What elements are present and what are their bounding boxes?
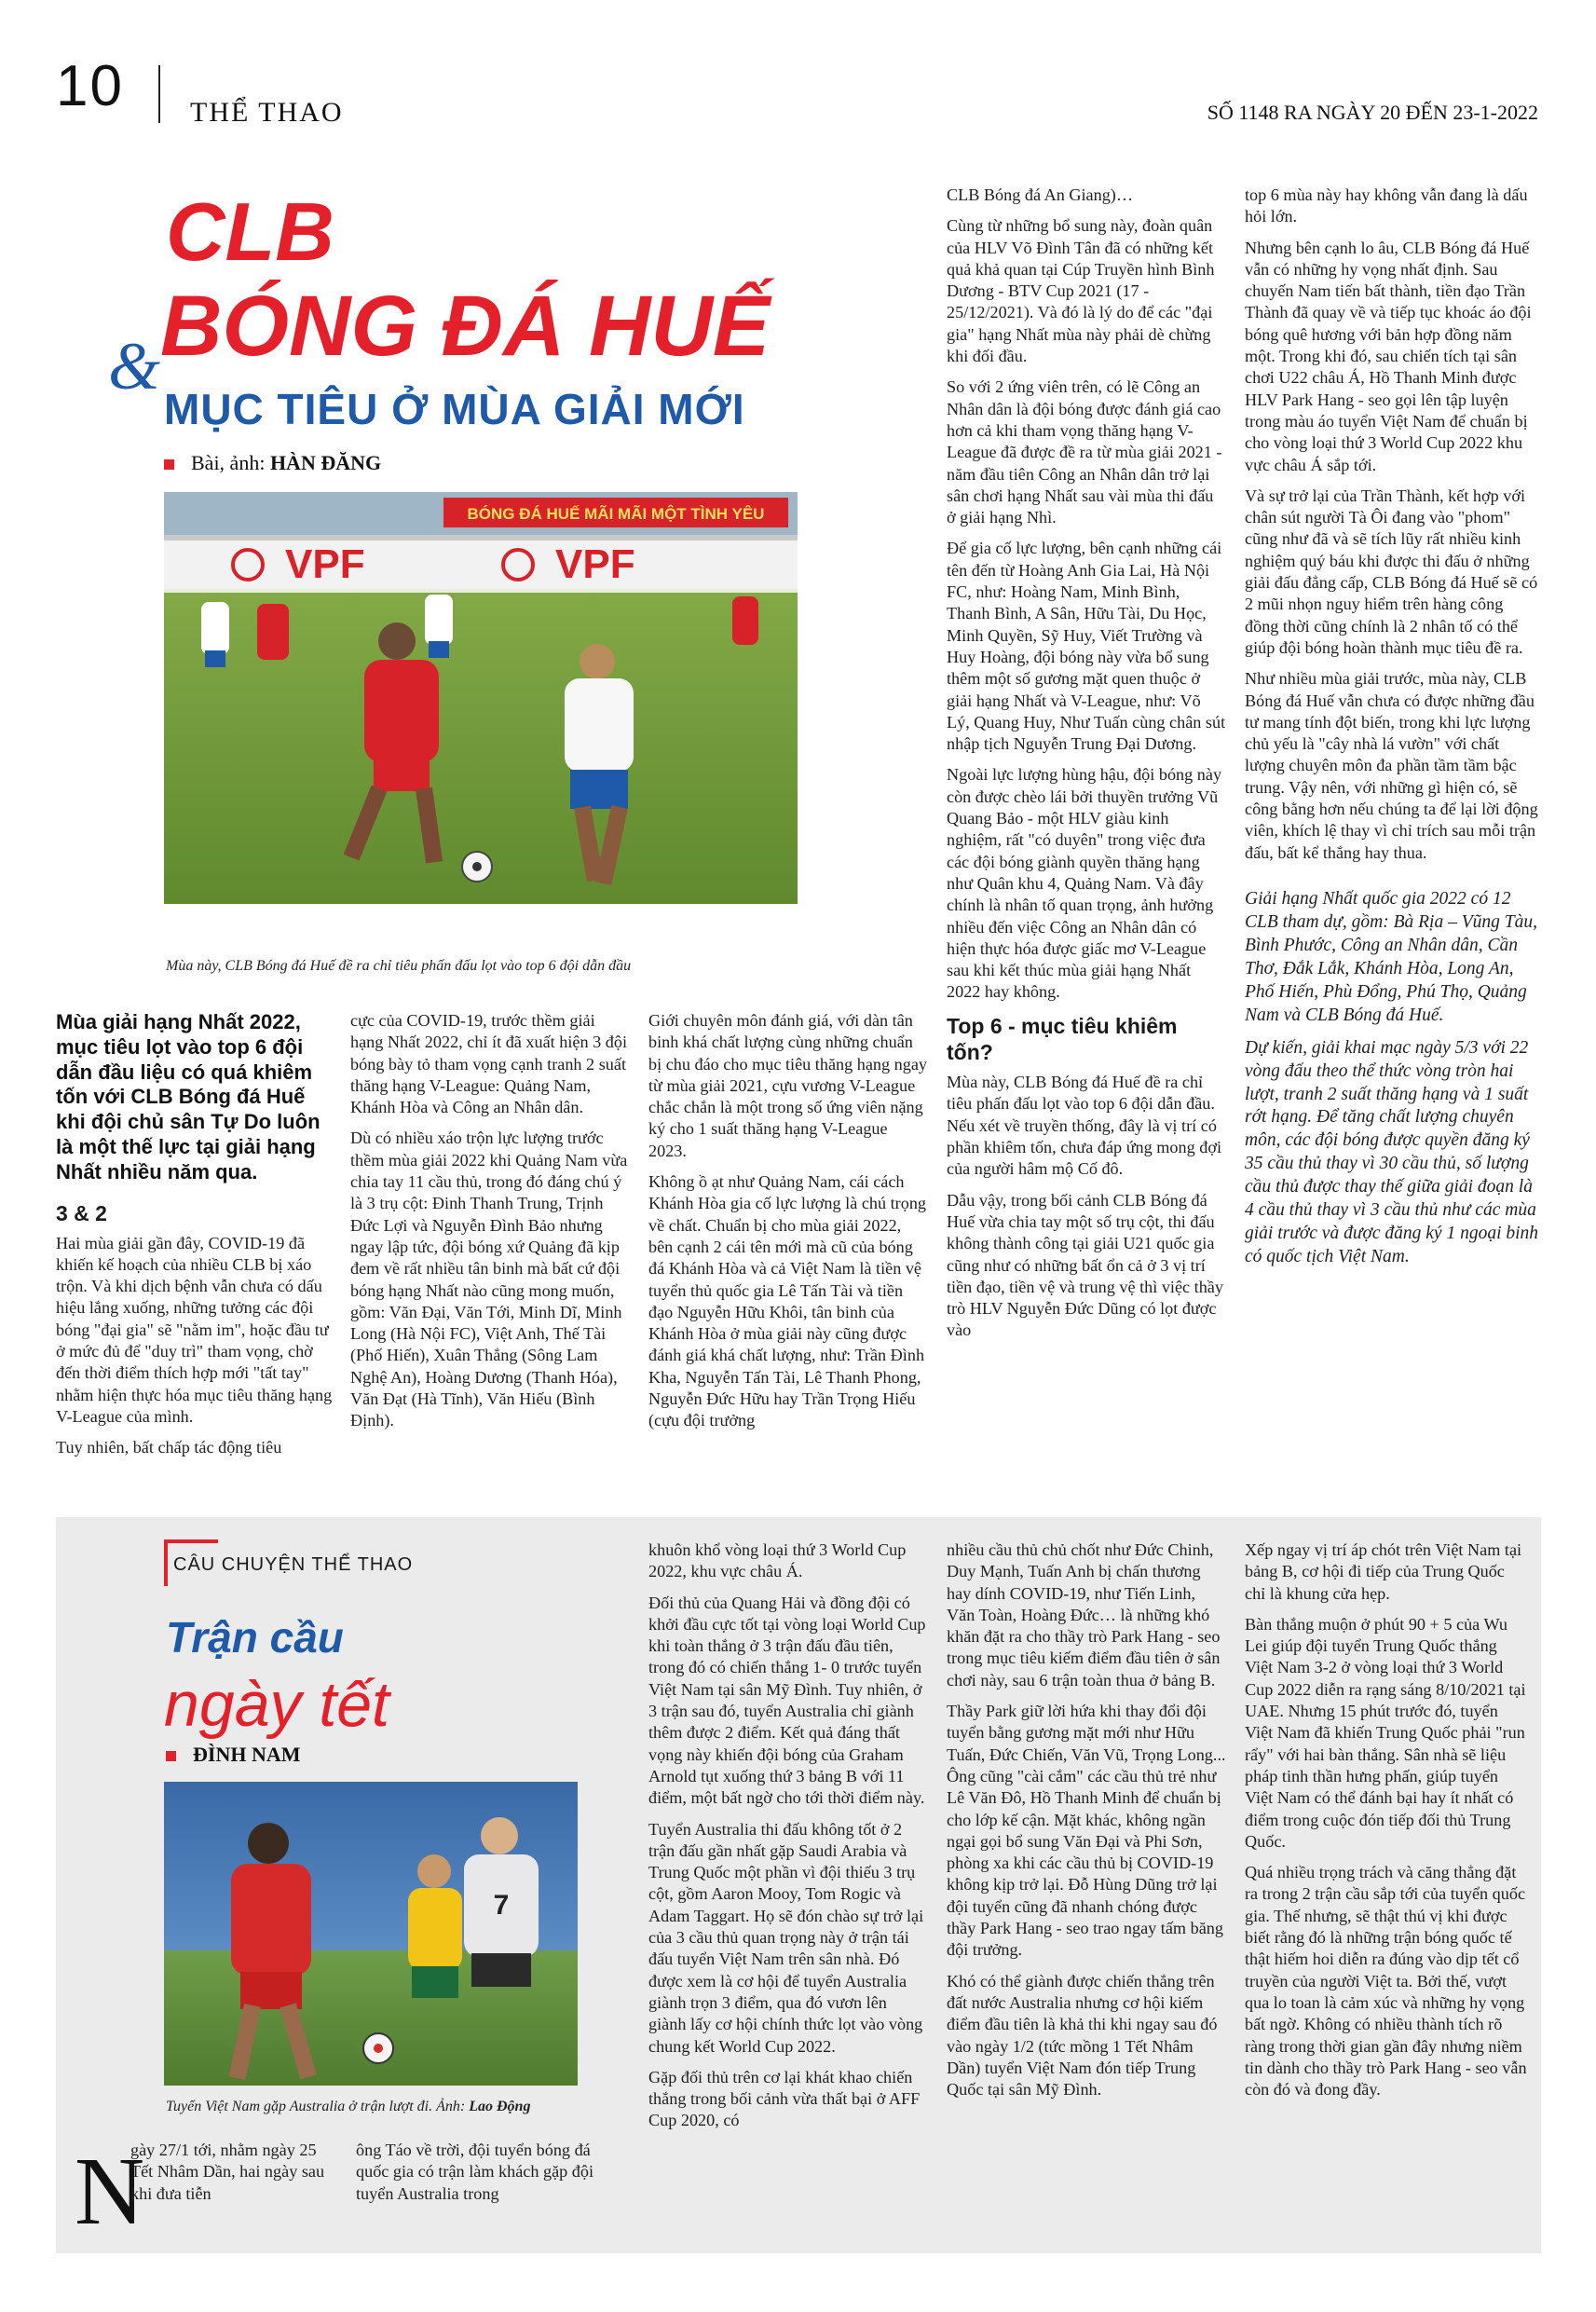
byline-label: Bài, ảnh:: [191, 451, 266, 474]
header-divider: [158, 65, 160, 123]
box-column-5: [1245, 1539, 1528, 2110]
box-photo: [164, 1782, 578, 2086]
football-match-image: [164, 492, 798, 904]
ad-board-right: VPF: [555, 541, 635, 587]
headline-line-3: MỤC TIÊU Ở MÙA GIẢI MỚI: [164, 385, 745, 433]
box-column-4: [947, 1539, 1226, 2110]
box-photo-caption: [166, 2099, 530, 2115]
paragraph: Tuy nhiên, bất chấp tác động tiêu: [56, 1438, 282, 1457]
paragraph: Mùa này, CLB Bóng đá Huế đề ra chỉ tiêu phấn đấu lọt vào top 6 đội dẫn đầu. Nếu xét về truyền thống, đây là vị trí có phần khiêm tốn, chưa đáp ứng mong đợi của người hâm mộ Cố đô.: [947, 1073, 1222, 1179]
article-lead: Mùa giải hạng Nhất 2022, mục tiêu lọt vào top 6 đội dẫn đầu liệu có quá khiêm tốn với CLB Bóng đá Huế khi đội chủ sân Tự Do luôn là một thế lực tại giải hạng Nhất nhiều năm qua.: [56, 1010, 321, 1183]
box-title-line-1: Trận cầu: [166, 1613, 344, 1662]
paragraph: top 6 mùa này hay không vẫn đang là dấu hỏi lớn.: [1245, 185, 1528, 226]
byline-marker-icon: [166, 1751, 176, 1761]
box-column-2: [356, 2140, 607, 2214]
photo-caption: Mùa này, CLB Bóng đá Huế đề ra chỉ tiêu phấn đấu lọt vào top 6 đội dẫn đầu: [166, 958, 632, 974]
subheading-top6: Top 6 - mục tiêu khiêm tốn?: [947, 1013, 1178, 1065]
paragraph: Quá nhiều trọng trách và căng thẳng đặt ra trong 2 trận cầu sắp tới của tuyển quốc gia. Thế nhưng, sẽ thật thú vị khi được biết rằng đó là những trận bóng quốc tế thật hiếm hoi diễn ra đúng vào dịp tết cổ truyền của người Việt ta. Bởi thế, vượt qua lo toan là cảm xúc và những hy vọng bất ngờ. Không có nhiều thành tích rõ ràng trong thời gian gần đây nhưng niềm tin dành cho thầy trò Park Hang - seo vẫn còn đó và đong đầy.: [1245, 1863, 1527, 2100]
paragraph: Như nhiều mùa giải trước, mùa này, CLB Bóng đá Huế vẫn chưa có được những đầu tư mang tính đột biến, trong khi lực lượng chủ yếu là "cây nhà lá vườn" với chất lượng chuyên môn đa phần tầm tầm bậc trung. Vậy nên, với những gì hiện có, sẽ công bằng hơn nếu chúng ta để lại lời động viên, khích lệ thay vì chỉ trích sau mỗi trận đấu, bất kể thắng hay thua.: [1245, 669, 1538, 862]
column-5: [1245, 185, 1541, 1279]
jersey-number: 7: [493, 1890, 510, 1921]
paragraph: Xếp ngay vị trí áp chót trên Việt Nam tại bảng B, cơ hội đi tiếp của Trung Quốc chỉ là khung cửa hẹp.: [1245, 1540, 1522, 1603]
column-2: [350, 1010, 630, 1442]
box-column-1: [130, 2140, 335, 2214]
sidebar-note: Dự kiến, giải khai mạc ngày 5/3 với 22 vòng đấu theo thể thức vòng tròn hai lượt, tranh 2 suất thăng hạng và 1 suất rớt hạng. Để tăng chất lượng chuyên môn, các đội bóng được quyền đăng ký 35 cầu thủ thay vì 30 cầu thủ, số lượng cầu thủ được thay thế giữa giải đoạn là 4 cầu thủ thay vì 3 cầu thủ như các mùa giải trước và được đăng ký 1 ngoại binh có quốc tịch Việt Nam.: [1245, 1037, 1539, 1267]
box-byline: [166, 1743, 301, 1767]
paragraph: Gặp đối thủ trên cơ lại khát khao chiến thắng trong bối cảnh vừa thất bại ở AFF Cup 2020, có: [648, 2067, 921, 2130]
paragraph: Nhưng bên cạnh lo âu, CLB Bóng đá Huế vẫn có những hy vọng nhất định. Sau chuyến Nam tiến bất thành, tiền đạo Trần Thành đã quay về và tiếp tục khoác áo đội bóng quê hương với bản hợp đồng năm một. Trong khi đó, sau chiến tích tại sân chơi U22 châu Á, Hồ Thanh Minh được HLV Park Hang - seo gọi lên tập luyện trong màu áo tuyển Việt Nam để chuẩn bị cho vòng loại thứ 3 World Cup 2022 khu vực châu Á sắp tới.: [1245, 238, 1532, 474]
page-number: 10: [56, 54, 124, 118]
paragraph: cực của COVID-19, trước thềm giải hạng Nhất 2022, chỉ ít đã xuất hiện 3 đội bóng bày tỏ tham vọng cạnh tranh 2 suất thăng hạng V-League: Quảng Nam, Khánh Hòa và Công an Nhân dân.: [350, 1011, 628, 1117]
paragraph: nhiều cầu thủ chủ chốt như Đức Chinh, Duy Mạnh, Tuấn Anh bị chấn thương hay dính COVID-19, như Tiến Linh, Văn Toàn, Hoàng Đức… là những khó khăn đặt ra cho thầy trò Park Hang - seo trong mục tiêu kiếm điểm đầu tiên ở sân chơi này, sau 6 trận toàn thua ở bảng B.: [947, 1540, 1221, 1690]
ad-board-left: VPF: [285, 541, 365, 587]
article-photo: [164, 492, 798, 904]
paragraph: Thầy Park giữ lời hứa khi thay đổi đội tuyển bằng gương mặt mới như Hữu Tuấn, Đức Chiến, Văn Vũ, Trọng Long... Ông cũng "cài cắm" các cầu thủ trẻ như Lê Văn Đô, Hồ Thanh Minh để chuẩn bị cho lớp kế cận. Mặt khác, không ngần ngại gọi bổ sung Văn Đại và Phi Sơn, phòng xa khi các cầu thủ bị COVID-19 không kịp trở lại. Đỗ Hùng Dũng trở lại đội tuyển cũng đã nhanh chóng được thầy Park Hang - seo trao ngay tấm băng đội trưởng.: [947, 1702, 1226, 1960]
paragraph: Không ồ ạt như Quảng Nam, cái cách Khánh Hòa gia cố lực lượng là chú trọng về chất. Chuẩn bị cho mùa giải 2022, bên cạnh 2 cái tên mới mà cũ của bóng đá Khánh Hòa và cả Việt Nam là tiền vệ tuyển thủ quốc gia Lê Tấn Tài và tiền đạo Nguyễn Hữu Khôi, tân binh của Khánh Hòa ở mùa giải này cũng được đánh giá khá chất lượng, như: Trần Đình Kha, Nguyễn Tấn Tài, Lê Thanh Phong, Nguyễn Đức Hữu hay Trần Trọng Hiếu (cựu đội trưởng: [648, 1172, 927, 1430]
article-byline: [164, 451, 381, 475]
paragraph: Tuyển Australia thi đấu không tốt ở 2 trận đấu gần nhất gặp Saudi Arabia và Trung Quốc một phần vì đội thiếu 3 trụ cột, gồm Aaron Mooy, Tom Rogic và Adam Taggart. Họ sẽ đón chào sự trở lại của 3 cầu thủ quan trọng này ở trận tái đấu tuyển Việt Nam trên sân nhà. Đó được xem là cơ hội để tuyển Australia giành trọn 3 điểm, qua đó vươn lên giành lấy cơ hội chính thức lọt vào vòng chung kết World Cup 2022.: [648, 1819, 924, 2056]
paragraph: ông Táo về trời, đội tuyển bóng đá quốc gia có trận làm khách gặp đội tuyển Australia trong: [356, 2141, 594, 2203]
paragraph: CLB Bóng đá An Giang)…: [947, 185, 1134, 204]
box-column-3: [648, 1539, 928, 2141]
paragraph: Ngoài lực lượng hùng hậu, đội bóng này còn được chèo lái bởi thuyền trưởng Vũ Quang Bảo - một HLV giàu kinh nghiệm, rất "có duyên" trong việc đưa các đội bóng giành quyền thăng hạng như Quân khu 4, Quảng Nam. Và đây chính là nhân tố quan trọng, ảnh hưởng nhiều đến việc Công an Nhân dân có hiện thực hóa được giấc mơ V-League sau khi kết thúc mùa giải hạng Nhất 2022 hay không.: [947, 765, 1222, 1002]
byline-author: ĐÌNH NAM: [193, 1743, 301, 1766]
paragraph: Hai mùa giải gần đây, COVID-19 đã khiến kế hoạch của nhiều CLB bị xáo trộn. Và khi dịch bệnh vẫn chưa có dấu hiệu lắng xuống, những tưởng các đội bóng "đại gia" sẽ "nằm im", hoặc đầu tư ở mức đủ để "duy trì" tham vọng, chờ đến thời điểm thích hợp mới "tất tay" nhằm hiện thực hóa mục tiêu thăng hạng V-League của mình.: [56, 1233, 333, 1426]
paragraph: Và sự trở lại của Trần Thành, kết hợp với chân sút người Tà Ôi đang vào "phom" cũng như đã và sẽ tích lũy rất nhiều kinh nghiệm quý báu khi được thi đấu ở những giải đấu đẳng cấp, CLB Bóng đá Huế sẽ có 2 mũi nhọn nguy hiểm trên hàng công đồng thời cũng chính là 2 nhân tố có thể giúp đội bóng hoàn thành mục tiêu đề ra.: [1245, 486, 1538, 657]
paragraph: Bàn thắng muộn ở phút 90 + 5 của Wu Lei giúp đội tuyển Trung Quốc thắng Việt Nam 3-2 ở vòng loại thứ 3 World Cup 2022 diễn ra rạng sáng 8/10/2021 tại UAE. Nhưng 15 phút trước đó, tuyển Việt Nam đã khiến Trung Quốc phải "run rẩy" với hai bàn thắng. Sân nhà sẽ liệu pháp tinh thần hưng phấn, giúp tuyển Việt Nam có thể đánh bại hay ít nhất có điểm trong cuộc đón tiếp đối thủ Trung Quốc.: [1245, 1614, 1526, 1851]
headline-ampersand: &: [108, 329, 161, 404]
paragraph: So với 2 ứng viên trên, có lẽ Công an Nhân dân là đội bóng được đánh giá cao hơn cả khi tham vọng thăng hạng V-League đã được đề ra từ mùa giải 2021 - năm đầu tiên Công an Nhân dân trở lại sân chơi hạng Nhất sau vài mùa thi đấu ở giải hạng Nhì.: [947, 377, 1222, 527]
issue-info: SỐ 1148 RA NGÀY 20 ĐẾN 23-1-2022: [1207, 101, 1538, 124]
column-3: [648, 1010, 928, 1442]
football-match-image: [164, 1782, 578, 2086]
byline-marker-icon: [164, 459, 174, 470]
sidebar-note: Giải hạng Nhất quốc gia 2022 có 12 CLB tham dự, gồm: Bà Rịa – Vũng Tàu, Bình Phước, Công an Nhân dân, Cần Thơ, Đắk Lắk, Khánh Hòa, Long An, Phố Hiến, Phù Đổng, Phú Thọ, Quảng Nam và CLB Bóng đá Huế.: [1245, 888, 1537, 1025]
drop-cap: N: [75, 2138, 145, 2245]
headline-line-1: CLB: [166, 185, 334, 278]
paragraph: Dù có nhiều xáo trộn lực lượng trước thềm mùa giải 2022 khi Quảng Nam vừa chia tay 11 cầu thủ, trong đó đáng chú ý là 3 trụ cột: Đinh Thanh Trung, Trịnh Đức Lợi và Nguyễn Đình Bảo nhưng ngay lập tức, đội bóng xứ Quảng đã kịp đem về rất nhiều tân binh mà bất cứ đội bóng hạng Nhất nào cũng mong muốn, gồm: Văn Đại, Văn Tới, Minh Dĩ, Minh Long (Hà Nội FC), Việt Anh, Thế Tài (Phố Hiến), Xuân Thắng (Sông Lam Nghệ An), Hoàng Dương (Thanh Hóa), Văn Đạt (Hà Tĩnh), Văn Hiếu (Bình Định).: [350, 1129, 628, 1430]
box-kicker: CÂU CHUYỆN THỂ THAO: [173, 1554, 414, 1575]
stadium-banner-text: BÓNG ĐÁ HUẾ MÃI MÃI MỘT TÌNH YÊU: [467, 505, 765, 523]
paragraph: Giới chuyên môn đánh giá, với dàn tân binh khá chất lượng cùng những chuẩn bị chu đáo cho mục tiêu thăng hạng ngay từ mùa giải 2021, cựu vương V-League chắc chắn là một trong số ứng viên nặng ký cho 1 suất thăng hạng V-League 2023.: [648, 1011, 928, 1160]
paragraph: gày 27/1 tới, nhằm ngày 25 Tết Nhâm Dần, hai ngày sau khi đưa tiễn: [130, 2141, 325, 2203]
headline-line-2: BÓNG ĐÁ HUẾ: [160, 279, 771, 374]
section-name: THỂ THAO: [190, 97, 344, 128]
subheading-3-2: 3 & 2: [56, 1200, 107, 1225]
column-1: [56, 1010, 334, 1469]
paragraph: khuôn khổ vòng loại thứ 3 World Cup 2022, khu vực châu Á.: [648, 1540, 907, 1581]
paragraph: Cùng từ những bổ sung này, đoàn quân của HLV Võ Đình Tân đã có những kết quả khả quan tại Cúp Truyền hình Bình Dương - BTV Cup 2021 (17 - 25/12/2021). Và đó là lý do để các "đại gia" hạng Nhất mùa này phải dè chừng khi đối đầu.: [947, 216, 1215, 366]
paragraph: Để gia cố lực lượng, bên cạnh những cái tên đến từ Hoàng Anh Gia Lai, Hà Nội FC, như: Hoàng Nam, Minh Bình, Thanh Bình, A Sân, Hữu Tài, Du Học, Minh Quyền, Sỹ Huy, Viết Trường và Huy Hoàng, đội bóng này vừa bổ sung thêm một số gương mặt quen thuộc ở giải hạng Nhất và V-League, như: Võ Lý, Quang Huy, Như Tuấn cùng chân sút nhập tịch Nguyễn Trung Đại Dương.: [947, 539, 1226, 754]
paragraph: Đối thủ của Quang Hải và đồng đội có khởi đầu cực tốt tại vòng loại World Cup khi toàn thắng ở 3 trận đấu đầu tiên, trong đó có chiến thắng 1- 0 trước tuyển Việt Nam tại sân Mỹ Đình. Tuy nhiên, ở 3 trận sau đó, tuyển Australia chỉ giành thêm được 2 điểm. Kết quả đáng thất vọng này khiến đội bóng của Graham Arnold tụt xuống thứ 3 bảng B với 11 điểm, một bất ngờ cho tới thời điểm này.: [648, 1593, 926, 1808]
byline-author: HÀN ĐĂNG: [269, 451, 382, 474]
box-title-line-2: ngày tết: [164, 1669, 389, 1740]
column-4: [947, 185, 1226, 1351]
caption-credit: Lao Động: [469, 2099, 531, 2114]
paragraph: Khó có thể giành được chiến thắng trên đất nước Australia nhưng cơ hội kiếm điểm đầu tiên là khả thi khi ngay sau đó vào ngày 1/2 (tức mồng 1 Tết Nhâm Dần) tuyển Việt Nam đón tiếp Trung Quốc tại sân Mỹ Đình.: [947, 1971, 1218, 2100]
caption-text: Tuyển Việt Nam gặp Australia ở trận lượt đi. Ảnh:: [166, 2099, 466, 2114]
paragraph: Dẫu vậy, trong bối cảnh CLB Bóng đá Huế vừa chia tay một số trụ cột, thi đấu không thành công tại giải U21 quốc gia cũng như có những bất ổn cả ở 3 vị trí tiền đạo, tiền vệ và trung vệ thì việc thầy trò HLV Nguyễn Đức Dũng có lọt được vào: [947, 1190, 1223, 1340]
